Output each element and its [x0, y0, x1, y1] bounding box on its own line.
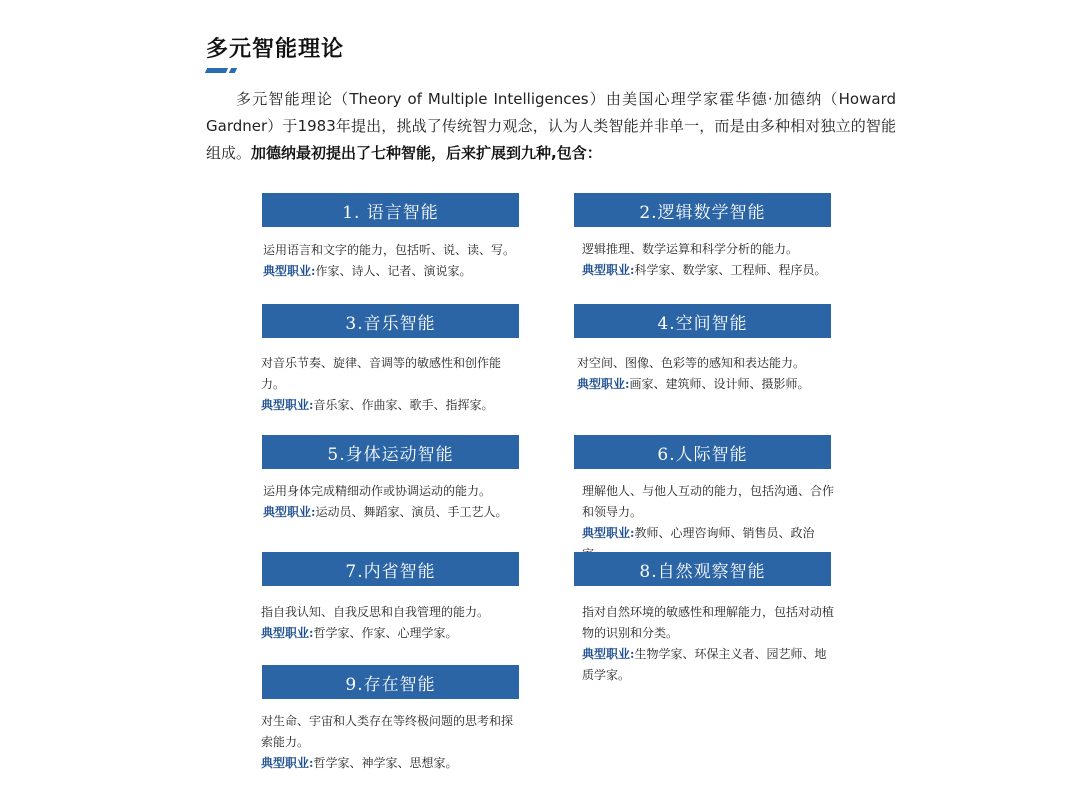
- job-label: 典型职业:: [582, 647, 635, 661]
- job-label: 典型职业:: [261, 398, 314, 412]
- job-label: 典型职业:: [582, 526, 635, 540]
- card-description: 对空间、图像、色彩等的感知和表达能力。: [577, 356, 806, 370]
- card-description: 指自我认知、自我反思和自我管理的能力。: [261, 605, 490, 619]
- card-heading-existential: 9.存在智能: [262, 665, 519, 699]
- job-list: 教师、心理咨询师、销售员、政治: [634, 526, 815, 540]
- card-description: 对音乐节奏、旋律、音调等的敏感性和创作能力。: [261, 356, 502, 391]
- card-heading-linguistic: 1. 语言智能: [262, 193, 519, 227]
- card-heading-spatial: 4.空间智能: [574, 304, 831, 338]
- card-description: 逻辑推理、数学运算和科学分析的能力。: [582, 242, 799, 256]
- job-list: 生物学家、环保主义者、园艺师、地质学家。: [582, 647, 827, 682]
- card-body-bodily: [263, 481, 543, 523]
- job-label: 典型职业:: [263, 264, 316, 278]
- job-label: 典型职业:: [582, 263, 635, 277]
- intro-text: 多元智能理论（Theory of Multiple Intelligences）由美国心理学家霍华德·加德纳（Howard Gardner）于1983年提出，挑战了传统智力观念，认为人类智能并非单一，而是由多种相对独立的智能组成。: [206, 90, 896, 162]
- intro-bold-text: 加德纳最初提出了七种智能，后来扩展到九种,包含：: [251, 144, 602, 162]
- card-description: 指对自然环境的敏感性和理解能力，包括对动植物的识别和分类。: [582, 605, 835, 640]
- job-list: 科学家、数学家、工程师、程序员。: [634, 263, 827, 277]
- job-label: 典型职业:: [577, 377, 630, 391]
- job-list: 作家、诗人、记者、演说家。: [315, 264, 472, 278]
- card-body-naturalist: [582, 602, 837, 686]
- card-body-intrapersonal: [261, 602, 541, 644]
- card-description: 运用语言和文字的能力，包括听、说、读、写。: [263, 243, 516, 257]
- card-description: 对生命、宇宙和人类存在等终极问题的思考和探索能力。: [261, 714, 514, 749]
- card-heading-logical: 2.逻辑数学智能: [574, 193, 831, 227]
- card-heading-naturalist: 8.自然观察智能: [574, 552, 831, 586]
- page-title: 多元智能理论: [206, 37, 345, 62]
- card-body-linguistic: [263, 240, 543, 282]
- card-description: 理解他人、与他人互动的能力，包括沟通、合作和领导力。: [582, 484, 835, 519]
- card-heading-interpersonal: 6.人际智能: [574, 435, 831, 469]
- intro-paragraph: [206, 86, 896, 167]
- card-heading-intrapersonal: 7.内省智能: [262, 552, 519, 586]
- card-heading-musical: 3.音乐智能: [262, 304, 519, 338]
- job-list: 音乐家、作曲家、歌手、指挥家。: [313, 398, 494, 412]
- job-label: 典型职业:: [263, 505, 316, 519]
- card-body-existential: [261, 711, 516, 774]
- card-body-musical: [261, 353, 516, 416]
- card-description: 运用身体完成精细动作或协调运动的能力。: [263, 484, 492, 498]
- job-list: 哲学家、神学家、思想家。: [313, 756, 458, 770]
- job-list: 运动员、舞蹈家、演员、手工艺人。: [315, 505, 508, 519]
- card-body-logical: [582, 239, 857, 281]
- job-list: 哲学家、作家、心理学家。: [313, 626, 458, 640]
- job-list: 画家、建筑师、设计师、摄影师。: [629, 377, 810, 391]
- job-label: 典型职业:: [261, 626, 314, 640]
- title-accent-bar: [206, 68, 236, 74]
- card-heading-bodily: 5.身体运动智能: [262, 435, 519, 469]
- card-body-spatial: [577, 353, 847, 395]
- job-label: 典型职业:: [261, 756, 314, 770]
